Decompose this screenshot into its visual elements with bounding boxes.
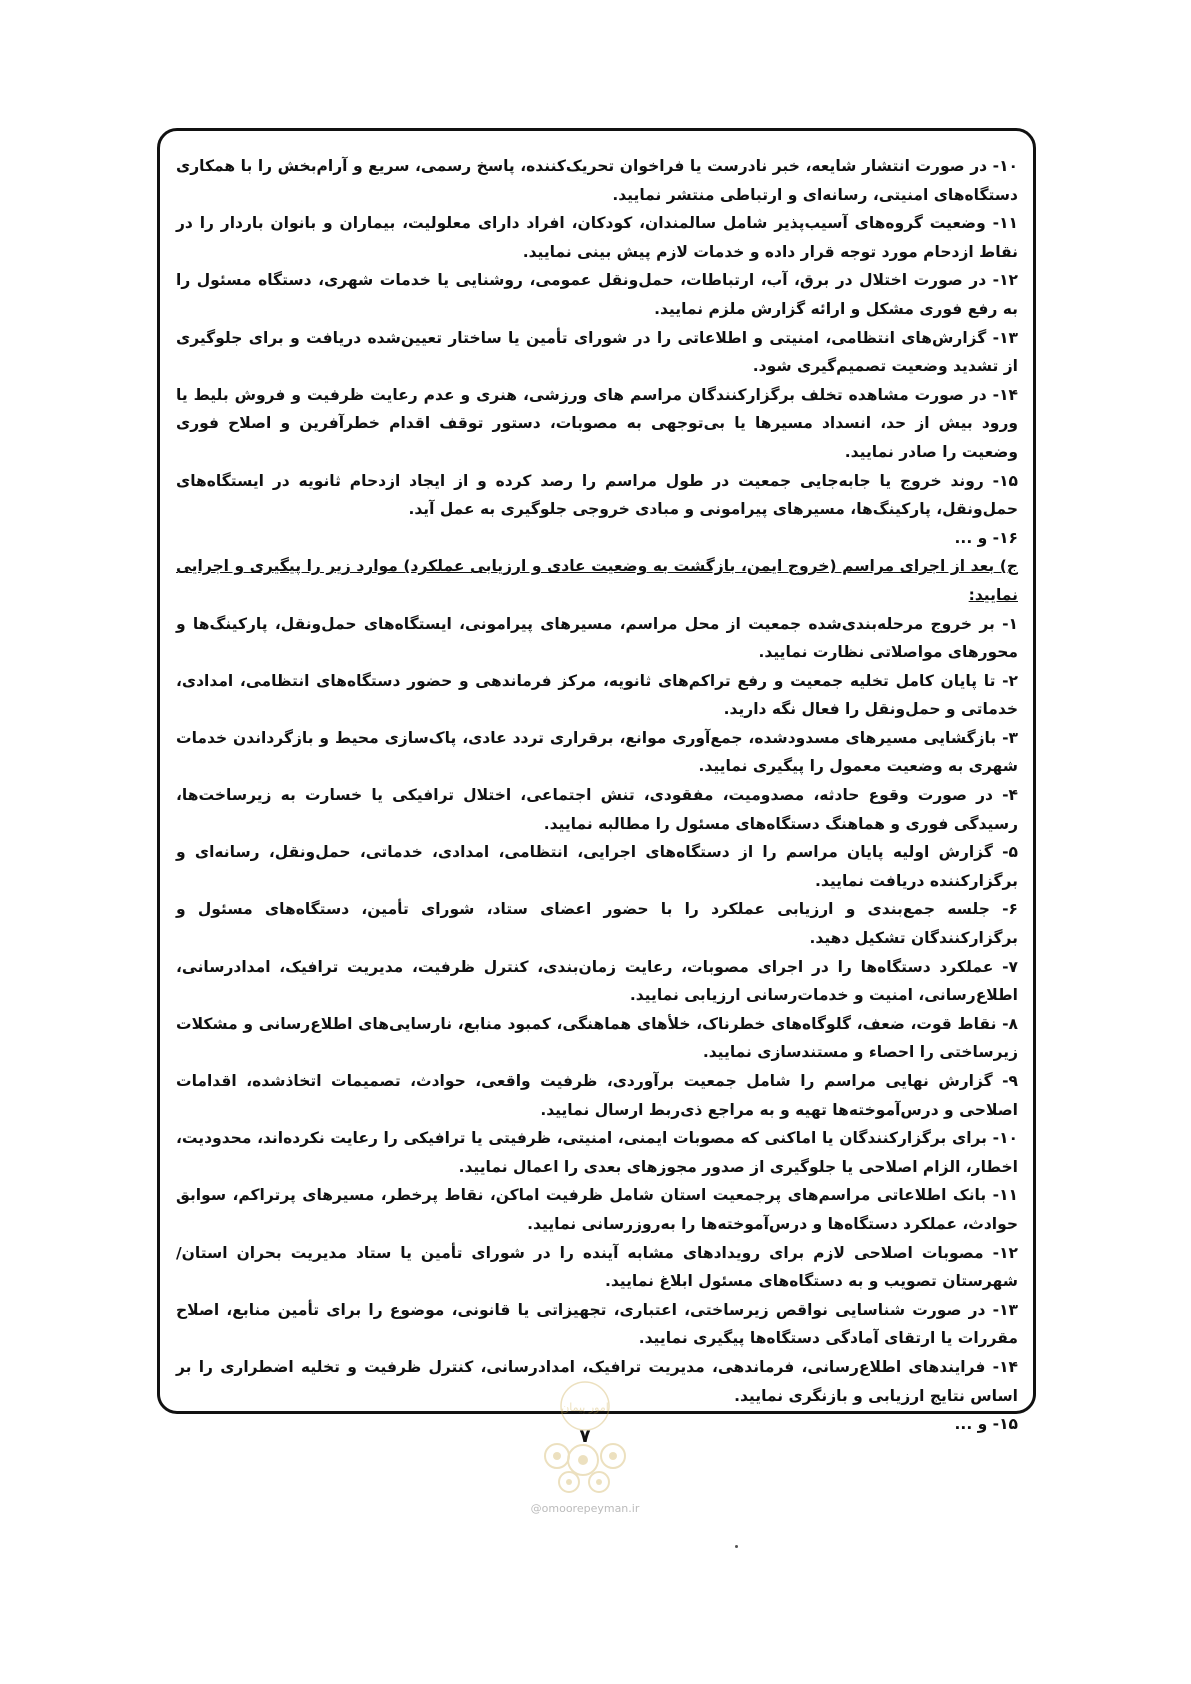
watermark-url: @omoorepeyman.ir bbox=[530, 1502, 640, 1515]
watermark-logo-text: امور پیمان bbox=[561, 1401, 609, 1414]
section-c-heading: ج) بعد از اجرای مراسم (خروج ایمن، بازگشت به وضعیت عادی و ارزیابی عملکرد) موارد زیر را پیگیری و اجرایی نمایید: bbox=[176, 557, 1018, 604]
list-item-15b: ۱۵- و ... bbox=[954, 1415, 1018, 1434]
list-item-10: ۱۰- در صورت انتشار شایعه، خبر نادرست یا فراخوان تحریک‌کننده، پاسخ رسمی، سریع و آرام‌بخش را با همکاری دستگاه‌های امنیتی، رسانه‌ای و ارتباطی منتشر نمایید. bbox=[176, 157, 1018, 204]
list-item-12b: ۱۲- مصوبات اصلاحی لازم برای رویدادهای مشابه آینده را در شورای تأمین یا ستاد مدیریت بحران استان/شهرستان تصویب و به دستگاه‌های مسئول ابلاغ نمایید. bbox=[176, 1243, 1018, 1291]
list-item-15: ۱۵- روند خروج یا جابه‌جایی جمعیت در طول مراسم را رصد کرده و از ایجاد ازدحام ثانویه در ایستگاه‌های حمل‌ونقل، پارکینگ‌ها، مسیرهای پیرامونی و مبادی خروجی جلوگیری به عمل آید. bbox=[176, 471, 1018, 519]
list-item-12: ۱۲- در صورت اختلال در برق، آب، ارتباطات، حمل‌ونقل عمومی، روشنایی یا خدمات شهری، دستگاه مسئول را به رفع فوری مشکل و ارائه گزارش ملزم نمایید. bbox=[176, 271, 1018, 318]
list-item-14b: ۱۴- فرایندهای اطلاع‌رسانی، فرماندهی، مدیریت ترافیک، امدادرسانی، کنترل ظرفیت و تخلیه اضطراری را بر اساس نتایج ارزیابی و بازنگری نمایید. bbox=[176, 1357, 1018, 1405]
list-item-11b: ۱۱- بانک اطلاعاتی مراسم‌های پرجمعیت استان شامل ظرفیت اماکن، نقاط پرخطر، مسیرهای پرتراکم، سوابق حوادث، عملکرد دستگاه‌ها و درس‌آموخته‌ها را به‌روزرسانی نمایید. bbox=[176, 1186, 1018, 1233]
list-item-14: ۱۴- در صورت مشاهده تخلف برگزارکنندگان مراسم های ورزشی، هنری و عدم رعایت ظرفیت و فروش بلیط یا ورود بیش از حد، انسداد مسیرها یا بی‌توجهی به مصوبات، دستور توقف اقدام خطرآفرین و اصلاح فوری وضعیت را صادر نمایید. bbox=[176, 385, 1018, 461]
list-item-5: ۵- گزارش اولیه پایان مراسم را از دستگاه‌های اجرایی، انتظامی، امدادی، خدماتی، حمل‌ونقل، رسانه‌ای و برگزارکننده دریافت نمایید. bbox=[176, 843, 1018, 890]
list-item-10b: ۱۰- برای برگزارکنندگان یا اماکنی که مصوبات ایمنی، امنیتی، ظرفیتی یا ترافیکی را رعایت نکرده‌اند، محدودیت، اخطار، الزام اصلاحی یا جلوگیری از صدور مجوزهای بعدی را اعمال نمایید. bbox=[176, 1129, 1018, 1176]
list-item-13: ۱۳- گزارش‌های انتظامی، امنیتی و اطلاعاتی را در شورای تأمین یا ساختار تعیین‌شده دریافت و برای جلوگیری از تشدید وضعیت تصمیم‌گیری شود. bbox=[176, 328, 1018, 376]
list-item-8: ۸- نقاط قوت، ضعف، گلوگاه‌های خطرناک، خلأهای هماهنگی، کمبود منابع، نارسایی‌های اطلاع‌رسانی و مشکلات زیرساختی را احصاء و مستندسازی نمایید. bbox=[176, 1014, 1018, 1062]
list-item-2: ۲- تا پایان کامل تخلیه جمعیت و رفع تراکم‌های ثانویه، مرکز فرماندهی و حضور دستگاه‌های انتظامی، امدادی، خدماتی و حمل‌ونقل را فعال نگه دارید. bbox=[176, 671, 1018, 719]
document-body bbox=[176, 152, 1018, 1439]
scan-speck bbox=[735, 1545, 738, 1548]
list-item-16: ۱۶- و ... bbox=[954, 528, 1018, 547]
list-item-9: ۹- گزارش نهایی مراسم را شامل جمعیت برآوردی، ظرفیت واقعی، حوادث، تصمیمات اتخاذشده، اقدامات اصلاحی و درس‌آموخته‌ها تهیه و به مراجع ذی‌ربط ارسال نمایید. bbox=[176, 1072, 1018, 1119]
list-item-7: ۷- عملکرد دستگاه‌ها را در اجرای مصوبات، رعایت زمان‌بندی، کنترل ظرفیت، مدیریت ترافیک، امدادرسانی، اطلاع‌رسانی، امنیت و خدمات‌رسانی ارزیابی نمایید. bbox=[176, 957, 1018, 1005]
list-item-11: ۱۱- وضعیت گروه‌های آسیب‌پذیر شامل سالمندان، کودکان، افراد دارای معلولیت، بیماران و بانوان باردار را در نقاط ازدحام مورد توجه قرار داده و خدمات لازم پیش بینی نمایید. bbox=[176, 214, 1018, 261]
list-item-13b: ۱۳- در صورت شناسایی نواقص زیرساختی، اعتباری، تجهیزاتی یا قانونی، موضوع را برای تأمین منابع، اصلاح مقررات یا ارتقای آمادگی دستگاه‌ها پیگیری نمایید. bbox=[176, 1300, 1018, 1348]
page-number: ۷ bbox=[579, 1426, 591, 1447]
list-item-4: ۴- در صورت وقوع حادثه، مصدومیت، مفقودی، تنش اجتماعی، اختلال ترافیکی یا خسارت به زیرساخت‌ها، رسیدگی فوری و هماهنگ دستگاه‌های مسئول را مطالبه نمایید. bbox=[176, 786, 1018, 833]
list-item-1: ۱- بر خروج مرحله‌بندی‌شده جمعیت از محل مراسم، مسیرهای پیرامونی، ایستگاه‌های حمل‌ونقل، پارکینگ‌ها و محورهای مواصلاتی نظارت نمایید. bbox=[176, 614, 1018, 662]
list-item-6: ۶- جلسه جمع‌بندی و ارزیابی عملکرد را با حضور اعضای ستاد، شورای تأمین، دستگاه‌های مسئول و برگزارکنندگان تشکیل دهید. bbox=[176, 900, 1018, 948]
list-item-3: ۳- بازگشایی مسیرهای مسدودشده، جمع‌آوری موانع، برقراری تردد عادی، پاک‌سازی محیط و بازگرداندن خدمات شهری به وضعیت معمول را پیگیری نمایید. bbox=[176, 728, 1018, 776]
